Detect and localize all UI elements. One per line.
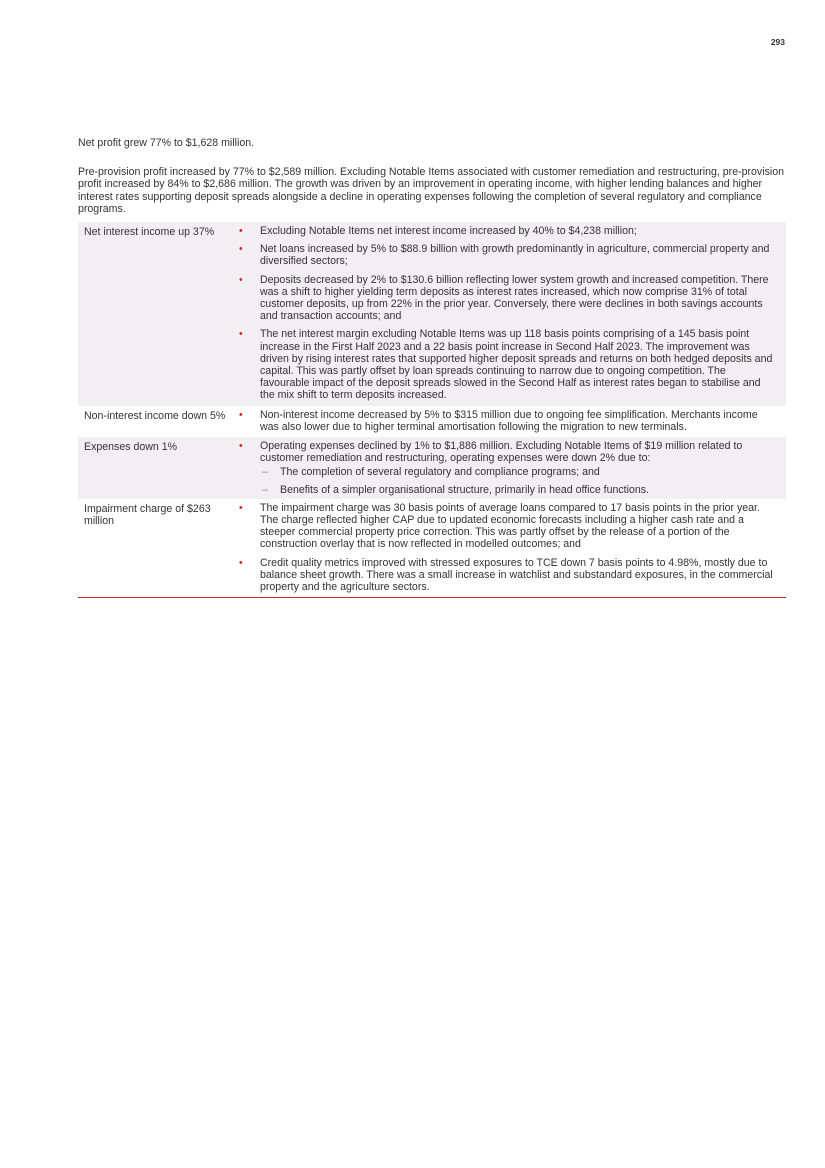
performance-summary-table bbox=[78, 222, 786, 598]
row-label: Net interest income up 37% bbox=[78, 222, 233, 406]
dash-list bbox=[233, 466, 778, 495]
bullet-icon: • bbox=[239, 501, 243, 514]
bullet-icon: • bbox=[239, 408, 243, 421]
bullet-item: • Credit quality metrics improved with stressed exposures to TCE down 7 basis points to 4.98%, mostly due to balance sheet growth. There was a small increase in watchlist and substandard exposures, in the commercial property and the agriculture sectors. bbox=[239, 556, 773, 594]
bullet-icon: • bbox=[239, 328, 243, 341]
bullet-item: • Excluding Notable Items net interest income increased by 40% to $4,238 million; bbox=[239, 225, 637, 238]
dash-item: – The completion of several regulatory and compliance programs; and bbox=[262, 466, 600, 479]
bullet-icon: • bbox=[239, 440, 243, 453]
table-row-net-interest-income bbox=[78, 222, 786, 406]
bullet-item: • The net interest margin excluding Notable Items was up 118 basis points comprising of a 145 basis point increase in the First Half 2023 and a 22 basis point increase in Second Half 2023. The improvement was driven by rising interest rates that supported higher deposit spreads and returns on both hedged deposits and capital. This was partly offset by loan spreads continuing to narrow due to ongoing competition. The favourable impact of the deposit spreads slowed in the Second Half as interest rates began to stabilise and the mix shift to term deposits increased. bbox=[239, 328, 773, 402]
bullet-item: • Operating expenses declined by 1% to $1,886 million. Excluding Notable Items of $19 million related to customer remediation and restructuring, operating expenses were down 2% due to: bbox=[239, 440, 743, 465]
row-label: Expenses down 1% bbox=[78, 437, 233, 499]
dash-icon: – bbox=[262, 466, 268, 479]
bullet-icon: • bbox=[239, 273, 243, 286]
bullet-list bbox=[233, 440, 778, 464]
bullet-icon: • bbox=[239, 243, 243, 256]
row-label: Non-interest income down 5% bbox=[84, 409, 226, 422]
headline: Net profit grew 77% to $1,628 million. bbox=[78, 137, 255, 149]
dash-item: – Benefits of a simpler organisational structure, primarily in head office functions. bbox=[262, 483, 650, 496]
bullet-list bbox=[233, 409, 778, 433]
table-row-impairment-charge bbox=[78, 499, 786, 598]
bullet-item: • The impairment charge was 30 basis points of average loans compared to 17 basis points in the prior year. The charge reflected higher CAP due to updated economic forecasts including a higher cash rate and a steeper commercial property price correction. This was partly offset by the release of a portion of the construction overlay that is now reflected in modelled outcomes; and bbox=[239, 501, 760, 551]
bullet-item: • Deposits decreased by 2% to $130.6 billion reflecting lower system growth and increased competition. There was a shift to higher yielding term deposits as interest rates increased, which now comprise 31% of total customer deposits, up from 22% in the prior year. Conversely, there were declines in both savings accounts and transaction accounts; and bbox=[239, 273, 769, 323]
table-row-expenses bbox=[78, 437, 786, 499]
table-row-non-interest-income bbox=[78, 406, 786, 437]
bullet-item: • Non-interest income decreased by 5% to $315 million due to ongoing fee simplification. Merchants income was also lower due to higher terminal amortisation following the migration to new terminals. bbox=[239, 408, 758, 433]
row-label: Impairment charge of $263 million bbox=[84, 502, 211, 528]
bullet-list bbox=[233, 225, 778, 402]
bullet-item: • Net loans increased by 5% to $88.9 billion with growth predominantly in agriculture, commercial property and diversified sectors; bbox=[239, 243, 770, 268]
bullet-icon: • bbox=[239, 556, 243, 569]
bullet-icon: • bbox=[239, 225, 243, 238]
report-content bbox=[78, 137, 786, 598]
intro-paragraph: Pre-provision profit increased by 77% to $2,589 million. Excluding Notable Items associated with customer remediation and restructuring, pre-provision profit increased by 84% to $2,686 million. The growth was driven by an improvement in operating income, with higher lending balances and higher interest rates supporting deposit spreads alongside a decline in operating expenses following the completion of several regulatory and compliance programs. bbox=[78, 166, 785, 215]
page-number: 293 bbox=[770, 37, 785, 47]
bullet-list bbox=[233, 502, 778, 593]
dash-icon: – bbox=[262, 483, 268, 496]
